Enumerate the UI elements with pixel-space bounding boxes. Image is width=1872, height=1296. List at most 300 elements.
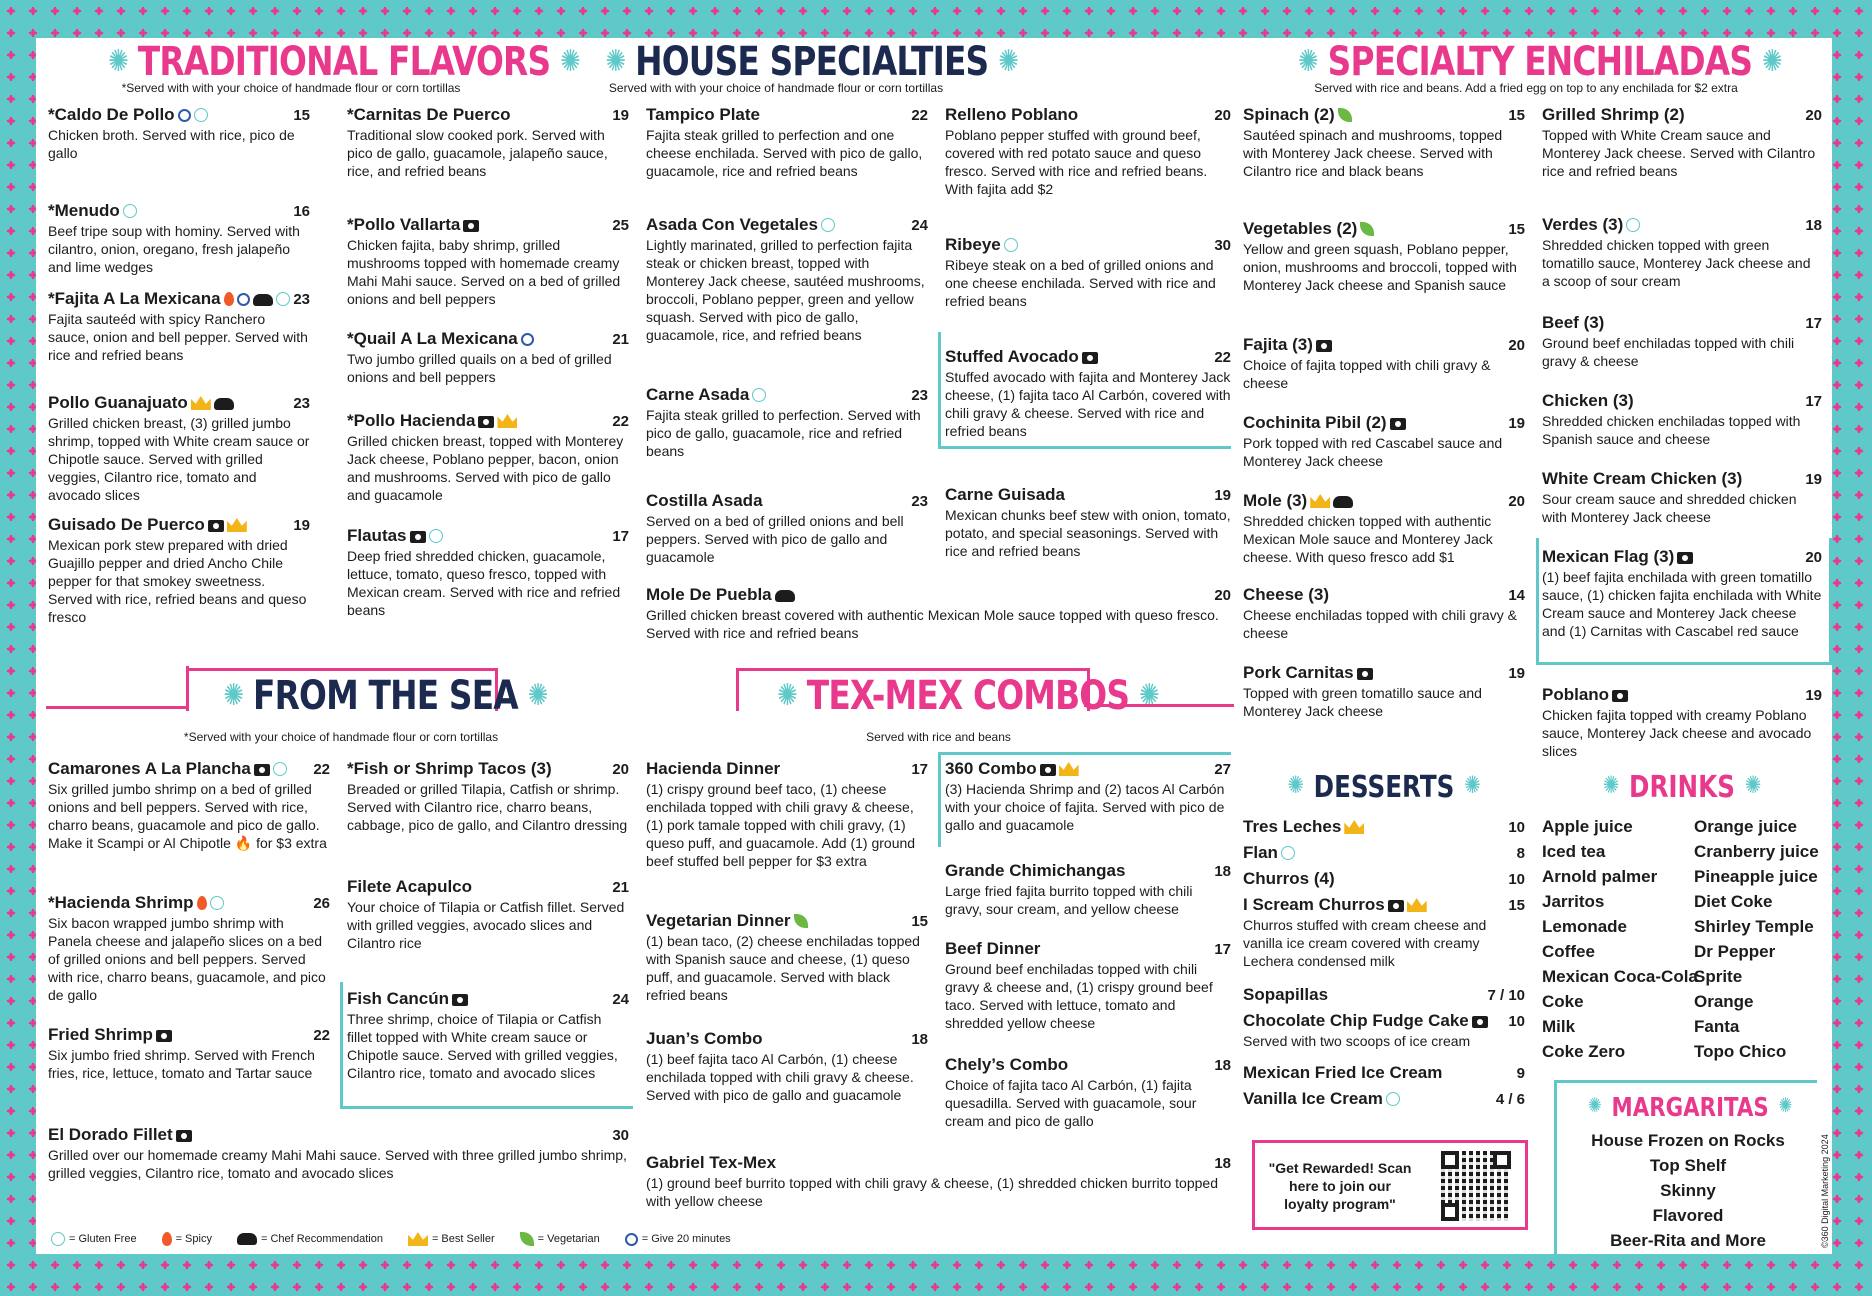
- item-name-text: Stuffed Avocado: [945, 347, 1079, 366]
- chef-hat-icon: [214, 398, 234, 410]
- item-name: [646, 490, 763, 511]
- item-name-text: Flan: [1243, 843, 1278, 862]
- item-name: [1243, 816, 1364, 837]
- star-icon: ✺: [1602, 771, 1620, 799]
- menu-item: [1542, 684, 1822, 760]
- camera-icon: [1388, 900, 1404, 912]
- item-name-text: Beef (3): [1542, 313, 1605, 332]
- legend-label: = Give 20 minutes: [641, 1233, 731, 1245]
- item-name-text: *Quail A La Mexicana: [347, 329, 518, 348]
- item-price: 20: [1508, 337, 1525, 354]
- item-price: 19: [1214, 487, 1231, 504]
- item-name: [1542, 104, 1685, 125]
- item-description: Sautéed spinach and mushrooms, topped with Monterey Jack cheese. Served with Cilantro rice and black beans: [1243, 127, 1503, 179]
- item-name-text: Verdes (3): [1542, 215, 1624, 234]
- item-description: (1) beef fajita taco Al Carbón, (1) cheese enchilada topped with chili gravy & cheese. Served with pico de gallo and guacamole: [646, 1051, 914, 1103]
- item-name-text: Grande Chimichangas: [945, 861, 1126, 880]
- chef-hat-icon: [1333, 496, 1353, 508]
- leaf-icon: [520, 1232, 534, 1246]
- item-name: [347, 758, 552, 779]
- item-name: [347, 328, 534, 349]
- margarita-item: House Frozen on Rocks: [1591, 1131, 1785, 1150]
- menu-item: [48, 514, 310, 626]
- item-description: Six grilled jumbo shrimp on a bed of grilled onions and bell peppers. Served with rice, charro beans, guacamole and pico de gallo. Make it Scampi or Al Chipotle 🔥 for $3 extra: [48, 781, 327, 851]
- item-name-text: Churros (4): [1243, 869, 1335, 888]
- item-price: 20: [1214, 107, 1231, 124]
- menu-item: [347, 328, 629, 386]
- item-description: Cheese enchiladas topped with chili gravy & cheese: [1243, 607, 1517, 641]
- texmex-title: ✺ TEX-MEX COMBOS ✺: [777, 673, 1159, 719]
- menu-item: [1243, 816, 1525, 837]
- item-name-text: Grilled Shrimp (2): [1542, 105, 1685, 124]
- item-price: 18: [1214, 1155, 1231, 1172]
- item-price: 23: [293, 291, 310, 308]
- menu-item: [48, 758, 330, 852]
- item-name: [48, 288, 290, 309]
- item-price: 30: [612, 1127, 629, 1144]
- stopwatch-icon: [625, 1233, 638, 1246]
- item-price: 23: [911, 387, 928, 404]
- item-description: (1) bean taco, (2) cheese enchiladas topped with Spanish sauce and cheese, (1) queso puff, and guacamole. Served with black refried beans: [646, 933, 920, 1003]
- item-description: Ground beef enchiladas topped with chili gravy & cheese and, (1) crispy ground beef taco. Served with lettuce, tomato and shredded yellow cheese: [945, 961, 1213, 1031]
- item-price: 7 / 10: [1487, 987, 1525, 1004]
- item-name: [1243, 1088, 1400, 1109]
- star-icon: ✺: [1761, 44, 1782, 79]
- camera-icon: [1612, 690, 1628, 702]
- rewards-text: "Get Rewarded! Scan here to join our loyalty program": [1268, 1160, 1412, 1212]
- item-description: Served with two scoops of ice cream: [1243, 1033, 1471, 1049]
- item-price: 20: [1805, 107, 1822, 124]
- item-price: 9: [1516, 1065, 1525, 1082]
- item-name: [48, 200, 137, 221]
- menu-item: [347, 214, 629, 308]
- menu-item: [1243, 412, 1525, 470]
- item-name: [1243, 1062, 1442, 1083]
- item-name: [646, 214, 835, 235]
- star-icon: ✺: [1287, 771, 1304, 799]
- item-name-text: *Fajita A La Mexicana: [48, 289, 221, 308]
- drink-item: Cranberry juice: [1694, 842, 1819, 861]
- item-price: 21: [612, 331, 629, 348]
- star-icon: ✺: [998, 44, 1019, 79]
- menu-item: [1243, 868, 1525, 889]
- item-name-text: Pork Carnitas: [1243, 663, 1354, 682]
- item-price: 17: [1805, 393, 1822, 410]
- rewards-box[interactable]: [1252, 1140, 1528, 1230]
- enchiladas-title: ✺ SPECIALTY ENCHILADAS ✺: [1298, 39, 1782, 85]
- camera-icon: [410, 531, 426, 543]
- menu-item: [1542, 468, 1822, 526]
- item-name: [646, 758, 780, 779]
- item-description: Two jumbo grilled quails on a bed of grilled onions and bell peppers: [347, 351, 612, 385]
- item-name-text: White Cream Chicken (3): [1542, 469, 1743, 488]
- item-name-text: Mole (3): [1243, 491, 1308, 510]
- item-name: [1243, 1010, 1488, 1031]
- item-name: [1542, 684, 1628, 705]
- item-name: [646, 910, 808, 931]
- item-name-text: Poblano: [1542, 685, 1610, 704]
- drink-item: Jarritos: [1542, 892, 1605, 911]
- star-icon: ✺: [605, 44, 626, 79]
- legend-label: = Spicy: [175, 1233, 212, 1245]
- menu-item: [48, 1124, 629, 1182]
- item-price: 19: [1805, 471, 1822, 488]
- item-name-text: Flautas: [347, 526, 407, 545]
- item-price: 20: [1214, 587, 1231, 604]
- item-name-text: Relleno Poblano: [945, 105, 1079, 124]
- item-description: Poblano pepper stuffed with ground beef, covered with red potato sauce and queso fresco. Served with rice and refried beans. With fajita add $2: [945, 127, 1208, 197]
- item-description: Beef tripe soup with hominy. Served with cilantro, onion, oregano, fresh jalapeño and lime wedges: [48, 223, 300, 275]
- item-description: Served on a bed of grilled onions and bell peppers. Served with pico de gallo and guacamole: [646, 513, 904, 565]
- desserts-title: ✺ DESSERTS ✺: [1287, 770, 1481, 805]
- gluten-free-icon: [821, 218, 835, 232]
- item-name: [945, 234, 1018, 255]
- crown-icon: [1059, 762, 1079, 776]
- item-name-text: I Scream Churros: [1243, 895, 1385, 914]
- menu-item: [945, 758, 1231, 834]
- item-name: [646, 104, 760, 125]
- gluten-free-icon: [752, 388, 766, 402]
- margaritas-list: [1554, 1128, 1822, 1253]
- item-description: Six jumbo fried shrimp. Served with French fries, rice, lettuce, tomato and Tartar sauce: [48, 1047, 315, 1081]
- legend-label: = Vegetarian: [537, 1233, 600, 1245]
- item-name-text: Chicken (3): [1542, 391, 1634, 410]
- menu-item: [1243, 1088, 1525, 1109]
- legend-entry: [405, 1232, 495, 1246]
- drink-item: Apple juice: [1542, 817, 1633, 836]
- item-description: Stuffed avocado with fajita and Monterey Jack cheese, (1) fajita taco Al Carbón, covered with chili gravy & cheese. Served with rice and refried beans: [945, 369, 1231, 439]
- menu-item: [945, 1054, 1231, 1130]
- drink-item: Diet Coke: [1694, 892, 1773, 911]
- item-name: [945, 938, 1040, 959]
- item-name-text: Mexican Fried Ice Cream: [1243, 1063, 1443, 1082]
- qr-code[interactable]: [1441, 1151, 1511, 1221]
- item-price: 21: [612, 879, 629, 896]
- item-price: 30: [1214, 237, 1231, 254]
- menu-item: [1243, 1062, 1525, 1083]
- item-price: 8: [1516, 845, 1525, 862]
- item-name: [1243, 868, 1335, 889]
- leaf-icon: [1338, 108, 1352, 122]
- menu-item: [1243, 842, 1525, 863]
- camera-icon: [1677, 552, 1693, 564]
- item-name: [48, 758, 287, 779]
- drink-item: Coke: [1542, 992, 1584, 1011]
- item-description: Traditional slow cooked pork. Served with pico de gallo, guacamole, jalapeño sauce, rice, and refried beans: [347, 127, 608, 179]
- star-icon: ✺: [1298, 44, 1318, 79]
- item-description: Ribeye steak on a bed of grilled onions and one cheese enchilada. Served with rice and refried beans: [945, 257, 1216, 309]
- leaf-icon: [1360, 222, 1374, 236]
- item-name-text: Carne Guisada: [945, 485, 1065, 504]
- menu-item: [48, 104, 310, 162]
- traditional-subtitle: *Served with with your choice of handmade flour or corn tortillas: [121, 81, 461, 95]
- item-name-text: *Hacienda Shrimp: [48, 893, 194, 912]
- menu-item: [646, 490, 928, 566]
- item-description: Three shrimp, choice of Tilapia or Catfish fillet topped with White cream sauce or Chipotle sauce. Served with grilled veggies, Cilantro rice, tomato and avocado slices: [347, 1011, 618, 1081]
- item-name-text: Costilla Asada: [646, 491, 763, 510]
- item-description: Shredded chicken enchiladas topped with Spanish sauce and cheese: [1542, 413, 1801, 447]
- item-name: [945, 758, 1079, 779]
- item-price: 18: [1805, 217, 1822, 234]
- item-description: (3) Hacienda Shrimp and (2) tacos Al Carbón with your choice of fajita. Served with pico de gallo and guacamole: [945, 781, 1225, 833]
- chef-hat-icon: [775, 590, 795, 602]
- item-price: 19: [612, 107, 629, 124]
- camera-icon: [452, 994, 468, 1006]
- margarita-item: Beer-Rita and More: [1610, 1231, 1766, 1250]
- legend-entry: [48, 1232, 137, 1246]
- item-price: 23: [911, 493, 928, 510]
- item-description: Fajita steak grilled to perfection. Served with pico de gallo, guacamole, rice and refried beans: [646, 407, 921, 459]
- item-price: 18: [1214, 1057, 1231, 1074]
- sea-frame-left: [46, 666, 189, 709]
- item-name-text: *Caldo De Pollo: [48, 105, 175, 124]
- item-price: 14: [1508, 587, 1525, 604]
- legend-entry: [517, 1232, 600, 1246]
- item-price: 22: [911, 107, 928, 124]
- item-name-text: Vanilla Ice Cream: [1243, 1089, 1383, 1108]
- item-name-text: Vegetables (2): [1243, 219, 1358, 238]
- menu-item: [945, 234, 1231, 310]
- item-name: [1542, 312, 1604, 333]
- crown-icon: [1310, 494, 1330, 508]
- margarita-item: Flavored: [1652, 1206, 1724, 1225]
- house-title: ✺ HOUSE SPECIALTIES ✺: [605, 39, 1019, 85]
- item-price: 15: [1508, 221, 1525, 238]
- camera-icon: [1082, 352, 1098, 364]
- item-name: [48, 892, 224, 913]
- item-description: Shredded chicken topped with green tomatillo sauce, Monterey Jack cheese and a scoop of sour cream: [1542, 237, 1811, 289]
- menu-item: [646, 910, 928, 1004]
- camera-icon: [176, 1130, 192, 1142]
- item-name: [1243, 104, 1352, 125]
- margarita-item: Top Shelf: [1649, 1156, 1727, 1175]
- star-icon: ✺: [223, 678, 244, 713]
- sea-subtitle: *Served with your choice of handmade flour or corn tortillas: [183, 730, 499, 744]
- gluten-free-icon: [276, 292, 290, 306]
- menu-item: [945, 104, 1231, 198]
- item-name-text: Juan’s Combo: [646, 1029, 763, 1048]
- drink-item: Arnold palmer: [1542, 867, 1658, 886]
- camera-icon: [254, 764, 270, 776]
- item-description: Choice of fajita taco Al Carbón, (1) fajita quesadilla. Served with guacamole, sour cream and pico de gallo: [945, 1077, 1197, 1129]
- item-price: 26: [313, 895, 330, 912]
- item-description: Grilled chicken breast, topped with Monterey Jack cheese, Poblano pepper, bacon, onion and mushrooms. Served with pico de gallo and guacamole: [347, 433, 624, 503]
- traditional-title: ✺ TRADITIONAL FLAVORS ✺: [108, 39, 580, 85]
- item-name-text: Pollo Guanajuato: [48, 393, 188, 412]
- gluten-free-icon: [194, 108, 208, 122]
- legend-label: = Best Seller: [431, 1233, 495, 1245]
- stopwatch-icon: [521, 333, 534, 346]
- item-description: Chicken fajita topped with creamy Poblano sauce, Monterey Jack cheese and avocado slices: [1542, 707, 1812, 759]
- item-name: [347, 525, 443, 546]
- legend-entry: [159, 1232, 212, 1246]
- item-name: [1542, 468, 1742, 489]
- gluten-free-icon: [273, 762, 287, 776]
- menu-item: [646, 104, 928, 180]
- menu-item: [1542, 104, 1822, 180]
- drinks-col2: [1694, 814, 1819, 1064]
- item-price: 10: [1508, 1013, 1525, 1030]
- camera-icon: [478, 416, 494, 428]
- crown-icon: [1344, 820, 1364, 834]
- drink-item: Fanta: [1694, 1017, 1740, 1036]
- item-name-text: Chocolate Chip Fudge Cake: [1243, 1011, 1469, 1030]
- item-price: 22: [612, 413, 629, 430]
- item-name-text: Asada Con Vegetales: [646, 215, 818, 234]
- camera-icon: [208, 520, 224, 532]
- item-price: 20: [612, 761, 629, 778]
- item-description: Grilled chicken breast covered with authentic Mexican Mole sauce topped with queso fresco. Served with rice and refried beans: [646, 607, 1219, 641]
- menu-item: [347, 410, 629, 504]
- menu-item: [646, 1028, 928, 1104]
- item-description: Fajita steak grilled to perfection and one cheese enchilada. Served with pico de gallo, guacamole, rice and refried beans: [646, 127, 923, 179]
- item-name: [347, 104, 510, 125]
- item-name: [1243, 842, 1295, 863]
- item-price: 25: [612, 217, 629, 234]
- item-description: Large fried fajita burrito topped with chili gravy, sour cream, and yellow cheese: [945, 883, 1193, 917]
- camera-icon: [1316, 340, 1332, 352]
- item-name-text: Camarones A La Plancha: [48, 759, 251, 778]
- star-icon: ✺: [560, 44, 580, 79]
- item-name-text: *Pollo Vallarta: [347, 215, 461, 234]
- gluten-free-icon: [429, 529, 443, 543]
- item-name-text: Mole De Puebla: [646, 585, 772, 604]
- item-name-text: Mexican Flag (3): [1542, 547, 1675, 566]
- legend-label: = Chef Recommendation: [260, 1233, 383, 1245]
- item-name: [945, 484, 1065, 505]
- item-price: 15: [1508, 107, 1525, 124]
- legend-entry: [622, 1233, 731, 1246]
- gluten-free-icon: [1626, 218, 1640, 232]
- menu-item: [945, 860, 1231, 918]
- item-name-text: Spinach (2): [1243, 105, 1335, 124]
- gluten-free-icon: [1281, 846, 1295, 860]
- item-description: Chicken fajita, baby shrimp, grilled mushrooms topped with homemade creamy Mahi Mahi sauce. Served on a bed of grilled onions and bell peppers: [347, 237, 621, 307]
- legend-label: = Gluten Free: [69, 1233, 137, 1245]
- item-name: [347, 988, 468, 1009]
- texmex-frame-right: [1084, 704, 1234, 707]
- item-name: [1243, 662, 1373, 683]
- item-name-text: Guisado De Puerco: [48, 515, 205, 534]
- item-price: 15: [911, 913, 928, 930]
- spicy-icon: [197, 896, 207, 910]
- legend-entry: [234, 1233, 383, 1245]
- copyright: ©360 Digital Marketing 2024: [1820, 1134, 1830, 1248]
- item-description: Pork topped with red Cascabel sauce and Monterey Jack cheese: [1243, 435, 1503, 469]
- drinks-col1: [1542, 814, 1698, 1064]
- item-price: 20: [1805, 549, 1822, 566]
- drink-item: Milk: [1542, 1017, 1576, 1036]
- item-name-text: Fried Shrimp: [48, 1025, 153, 1044]
- crown-icon: [227, 518, 247, 532]
- item-name: [646, 584, 795, 605]
- drink-item: Pineapple juice: [1694, 867, 1818, 886]
- item-description: Topped with White Cream sauce and Monterey Jack cheese. Served with Cilantro rice and refried beans: [1542, 127, 1816, 179]
- item-description: Topped with green tomatillo sauce and Monterey Jack cheese: [1243, 685, 1482, 719]
- camera-icon: [463, 220, 479, 232]
- item-price: 17: [911, 761, 928, 778]
- item-price: 17: [612, 528, 629, 545]
- item-description: Sour cream sauce and shredded chicken with Monterey Jack cheese: [1542, 491, 1797, 525]
- menu-item: [347, 758, 629, 834]
- texmex-subtitle: Served with rice and beans: [866, 730, 1011, 744]
- sea-title: ✺ FROM THE SEA ✺: [214, 674, 465, 718]
- menu-item: [1542, 214, 1822, 290]
- item-description: Grilled over our homemade creamy Mahi Mahi sauce. Served with three grilled jumbo shrimp, grilled veggies, Cilantro rice, tomato and avocado slices: [48, 1147, 627, 1181]
- item-price: 10: [1508, 819, 1525, 836]
- item-name: [1243, 894, 1427, 915]
- drinks-title: ✺ DRINKS ✺: [1602, 770, 1762, 805]
- item-name-text: Hacienda Dinner: [646, 759, 781, 778]
- star-icon: ✺: [1744, 771, 1762, 799]
- item-name: [347, 214, 479, 235]
- menu-item: [1542, 546, 1822, 640]
- item-price: 22: [313, 761, 330, 778]
- item-name: [48, 514, 247, 535]
- drink-item: Topo Chico: [1694, 1042, 1787, 1061]
- star-icon: ✺: [1464, 771, 1481, 799]
- item-name: [1243, 984, 1328, 1005]
- item-name: [1542, 546, 1693, 567]
- menu-item: [1542, 390, 1822, 448]
- drink-item: Sprite: [1694, 967, 1743, 986]
- item-name: [945, 104, 1078, 125]
- drink-item: Orange: [1694, 992, 1754, 1011]
- menu-item: [1542, 312, 1822, 370]
- item-description: (1) crispy ground beef taco, (1) cheese enchilada topped with chili gravy & cheese, (1) pork tamale topped with chili gravy, (1) queso puff, and guacamole. Add (1) ground beef stuffed bell pepper for $3 extra: [646, 781, 916, 869]
- menu-item: [48, 892, 330, 1004]
- item-price: 22: [1214, 349, 1231, 366]
- item-price: 15: [1508, 897, 1525, 914]
- menu-item: [1243, 490, 1525, 566]
- item-price: 10: [1508, 871, 1525, 888]
- crown-icon: [408, 1232, 428, 1246]
- item-name: [1243, 490, 1353, 511]
- crown-icon: [1407, 898, 1427, 912]
- menu-item: [48, 288, 310, 364]
- item-name-text: Tampico Plate: [646, 105, 760, 124]
- menu-item: [1243, 662, 1525, 720]
- item-name: [1542, 390, 1634, 411]
- house-subtitle: Served with with your choice of handmade flour or corn tortillas: [608, 81, 944, 95]
- item-description: (1) ground beef burrito topped with chili gravy & cheese, (1) shredded chicken burrito topped with yellow cheese: [646, 1175, 1218, 1209]
- menu-item: [945, 938, 1231, 1032]
- gluten-free-icon: [51, 1232, 65, 1246]
- item-name-text: Cheese (3): [1243, 585, 1329, 604]
- star-icon: ✺: [527, 678, 548, 713]
- item-name: [646, 384, 766, 405]
- drink-item: Orange juice: [1694, 817, 1797, 836]
- item-name-text: Fajita (3): [1243, 335, 1313, 354]
- item-price: 17: [1214, 941, 1231, 958]
- menu-item: [945, 484, 1231, 560]
- item-price: 23: [293, 395, 310, 412]
- item-description: Choice of fajita topped with chili gravy & cheese: [1243, 357, 1491, 391]
- item-name-text: Vegetarian Dinner: [646, 911, 791, 930]
- star-icon: ✺: [1587, 1093, 1602, 1117]
- menu-item: [646, 584, 1231, 642]
- camera-icon: [1040, 764, 1056, 776]
- item-name-text: Gabriel Tex-Mex: [646, 1153, 777, 1172]
- item-name: [945, 1054, 1068, 1075]
- leaf-icon: [794, 914, 808, 928]
- item-price: 24: [911, 217, 928, 234]
- item-description: Six bacon wrapped jumbo shrimp with Panela cheese and jalapeño slices on a bed of grilled onions and bell peppers. Served with rice, charro beans, guacamole, and pico de gallo: [48, 915, 326, 1003]
- drink-item: Coke Zero: [1542, 1042, 1626, 1061]
- item-description: Ground beef enchiladas topped with chili gravy & cheese: [1542, 335, 1795, 369]
- menu-item: [646, 1152, 1231, 1210]
- item-name: [48, 1024, 172, 1045]
